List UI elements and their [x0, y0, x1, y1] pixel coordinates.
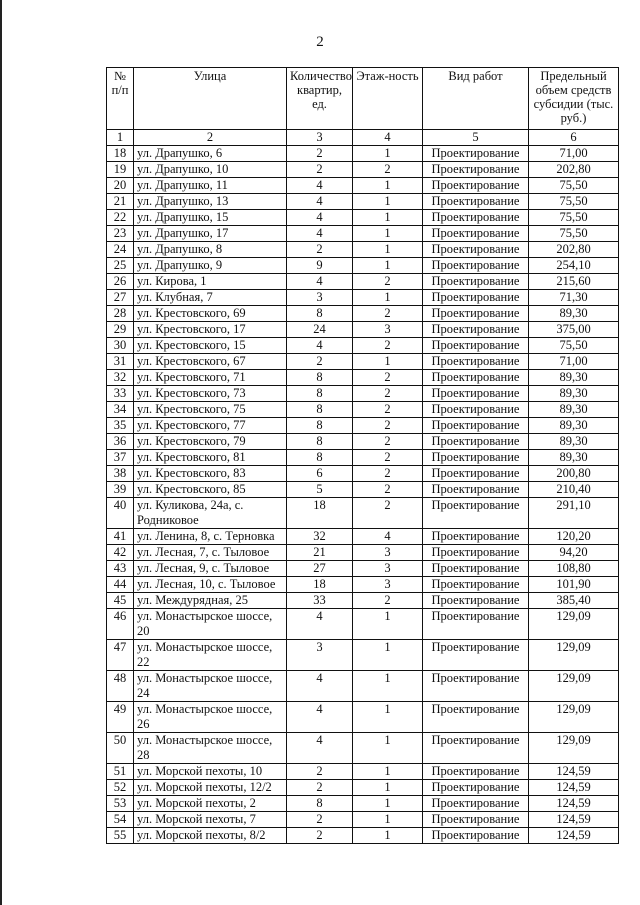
amount-cell: 385,40 [529, 593, 619, 609]
header-street: Улица [134, 68, 287, 130]
table-row [107, 529, 619, 545]
table-row [107, 796, 619, 812]
amount-cell: 75,50 [529, 226, 619, 242]
amount-cell: 120,20 [529, 529, 619, 545]
apartments-cell: 18 [287, 498, 353, 529]
apartments-cell: 33 [287, 593, 353, 609]
work-type-cell: Проектирование [423, 828, 529, 844]
row-number: 37 [107, 450, 134, 466]
floors-cell: 1 [353, 210, 423, 226]
amount-cell: 89,30 [529, 450, 619, 466]
apartments-cell: 8 [287, 370, 353, 386]
row-number: 36 [107, 434, 134, 450]
work-type-cell: Проектирование [423, 671, 529, 702]
row-number: 45 [107, 593, 134, 609]
floors-cell: 2 [353, 370, 423, 386]
amount-cell: 129,09 [529, 733, 619, 764]
work-type-cell: Проектирование [423, 796, 529, 812]
amount-cell: 215,60 [529, 274, 619, 290]
floors-cell: 1 [353, 258, 423, 274]
street-cell: ул. Лесная, 7, с. Тыловое [134, 545, 287, 561]
row-number: 52 [107, 780, 134, 796]
floors-cell: 2 [353, 593, 423, 609]
row-number: 29 [107, 322, 134, 338]
table-row [107, 450, 619, 466]
apartments-cell: 4 [287, 733, 353, 764]
floors-cell: 4 [353, 529, 423, 545]
street-cell: ул. Куликова, 24а, с. Родниковое [134, 498, 287, 529]
apartments-cell: 2 [287, 162, 353, 178]
table-row [107, 545, 619, 561]
work-type-cell: Проектирование [423, 545, 529, 561]
apartments-cell: 8 [287, 418, 353, 434]
row-number: 46 [107, 609, 134, 640]
street-cell: ул. Драпушко, 13 [134, 194, 287, 210]
table-row [107, 210, 619, 226]
row-number: 28 [107, 306, 134, 322]
work-type-cell: Проектирование [423, 418, 529, 434]
work-type-cell: Проектирование [423, 733, 529, 764]
apartments-cell: 8 [287, 386, 353, 402]
floors-cell: 1 [353, 764, 423, 780]
row-number: 21 [107, 194, 134, 210]
amount-cell: 124,59 [529, 780, 619, 796]
floors-cell: 1 [353, 780, 423, 796]
floors-cell: 2 [353, 306, 423, 322]
street-cell: ул. Клубная, 7 [134, 290, 287, 306]
street-cell: ул. Лесная, 10, с. Тыловое [134, 577, 287, 593]
table-row [107, 593, 619, 609]
amount-cell: 108,80 [529, 561, 619, 577]
page-margin-line [0, 0, 2, 905]
page-number: 2 [316, 34, 324, 50]
table-row [107, 402, 619, 418]
work-type-cell: Проектирование [423, 640, 529, 671]
amount-cell: 124,59 [529, 796, 619, 812]
street-cell: ул. Крестовского, 83 [134, 466, 287, 482]
table-row [107, 290, 619, 306]
amount-cell: 89,30 [529, 402, 619, 418]
amount-cell: 200,80 [529, 466, 619, 482]
table-row [107, 764, 619, 780]
apartments-cell: 4 [287, 338, 353, 354]
apartments-cell: 8 [287, 434, 353, 450]
apartments-cell: 2 [287, 146, 353, 162]
row-number: 20 [107, 178, 134, 194]
table-row [107, 338, 619, 354]
floors-cell: 3 [353, 545, 423, 561]
amount-cell: 89,30 [529, 306, 619, 322]
amount-cell: 124,59 [529, 764, 619, 780]
row-number: 26 [107, 274, 134, 290]
floors-cell: 3 [353, 577, 423, 593]
row-number: 47 [107, 640, 134, 671]
table-row [107, 162, 619, 178]
floors-cell: 1 [353, 671, 423, 702]
floors-cell: 3 [353, 561, 423, 577]
table-row [107, 418, 619, 434]
table-body [107, 146, 619, 844]
street-cell: ул. Драпушко, 10 [134, 162, 287, 178]
floors-cell: 2 [353, 402, 423, 418]
amount-cell: 101,90 [529, 577, 619, 593]
apartments-cell: 4 [287, 178, 353, 194]
street-cell: ул. Крестовского, 69 [134, 306, 287, 322]
amount-cell: 89,30 [529, 386, 619, 402]
street-cell: ул. Ленина, 8, с. Терновка [134, 529, 287, 545]
table-row [107, 498, 619, 529]
floors-cell: 2 [353, 162, 423, 178]
apartments-cell: 2 [287, 354, 353, 370]
amount-cell: 202,80 [529, 162, 619, 178]
street-cell: ул. Крестовского, 71 [134, 370, 287, 386]
street-cell: ул. Крестовского, 73 [134, 386, 287, 402]
amount-cell: 75,50 [529, 338, 619, 354]
floors-cell: 2 [353, 274, 423, 290]
table-row [107, 671, 619, 702]
apartments-cell: 4 [287, 702, 353, 733]
work-type-cell: Проектирование [423, 178, 529, 194]
table-row [107, 242, 619, 258]
work-type-cell: Проектирование [423, 338, 529, 354]
floors-cell: 1 [353, 733, 423, 764]
apartments-cell: 5 [287, 482, 353, 498]
floors-cell: 1 [353, 226, 423, 242]
apartments-cell: 4 [287, 671, 353, 702]
table-row [107, 561, 619, 577]
floors-cell: 1 [353, 702, 423, 733]
apartments-cell: 6 [287, 466, 353, 482]
work-type-cell: Проектирование [423, 482, 529, 498]
row-number: 42 [107, 545, 134, 561]
amount-cell: 129,09 [529, 640, 619, 671]
apartments-cell: 8 [287, 796, 353, 812]
floors-cell: 1 [353, 354, 423, 370]
table-row [107, 466, 619, 482]
street-cell: ул. Крестовского, 75 [134, 402, 287, 418]
work-type-cell: Проектирование [423, 354, 529, 370]
table-row [107, 178, 619, 194]
row-number: 31 [107, 354, 134, 370]
street-cell: ул. Лесная, 9, с. Тыловое [134, 561, 287, 577]
work-type-cell: Проектирование [423, 609, 529, 640]
floors-cell: 2 [353, 498, 423, 529]
header-amount: Предельный объем средств субсидии (тыс. руб.) [529, 68, 619, 130]
apartments-cell: 3 [287, 640, 353, 671]
table-row [107, 577, 619, 593]
street-cell: ул. Драпушко, 17 [134, 226, 287, 242]
row-number: 35 [107, 418, 134, 434]
apartments-cell: 9 [287, 258, 353, 274]
row-number: 23 [107, 226, 134, 242]
apartments-cell: 4 [287, 210, 353, 226]
floors-cell: 2 [353, 338, 423, 354]
row-number: 55 [107, 828, 134, 844]
work-type-cell: Проектирование [423, 593, 529, 609]
column-number: 4 [353, 130, 423, 146]
street-cell: ул. Монастырское шоссе, 26 [134, 702, 287, 733]
column-number-row [107, 130, 619, 146]
floors-cell: 2 [353, 482, 423, 498]
floors-cell: 3 [353, 322, 423, 338]
floors-cell: 1 [353, 640, 423, 671]
street-cell: ул. Кирова, 1 [134, 274, 287, 290]
table-row [107, 354, 619, 370]
work-type-cell: Проектирование [423, 466, 529, 482]
apartments-cell: 2 [287, 780, 353, 796]
table-row [107, 609, 619, 640]
street-cell: ул. Монастырское шоссе, 28 [134, 733, 287, 764]
apartments-cell: 4 [287, 609, 353, 640]
table-row [107, 274, 619, 290]
work-type-cell: Проектирование [423, 577, 529, 593]
amount-cell: 254,10 [529, 258, 619, 274]
row-number: 44 [107, 577, 134, 593]
table-row [107, 640, 619, 671]
table-row [107, 733, 619, 764]
work-type-cell: Проектирование [423, 402, 529, 418]
amount-cell: 202,80 [529, 242, 619, 258]
work-type-cell: Проектирование [423, 370, 529, 386]
work-type-cell: Проектирование [423, 194, 529, 210]
table-row [107, 306, 619, 322]
floors-cell: 2 [353, 450, 423, 466]
table-row [107, 258, 619, 274]
apartments-cell: 8 [287, 306, 353, 322]
apartments-cell: 3 [287, 290, 353, 306]
row-number: 49 [107, 702, 134, 733]
amount-cell: 375,00 [529, 322, 619, 338]
table-row [107, 194, 619, 210]
table-row [107, 702, 619, 733]
apartments-cell: 8 [287, 402, 353, 418]
floors-cell: 1 [353, 796, 423, 812]
street-cell: ул. Монастырское шоссе, 20 [134, 609, 287, 640]
row-number: 18 [107, 146, 134, 162]
row-number: 38 [107, 466, 134, 482]
apartments-cell: 4 [287, 274, 353, 290]
apartments-cell: 32 [287, 529, 353, 545]
work-type-cell: Проектирование [423, 322, 529, 338]
work-type-cell: Проектирование [423, 226, 529, 242]
row-number: 25 [107, 258, 134, 274]
amount-cell: 71,30 [529, 290, 619, 306]
work-type-cell: Проектирование [423, 812, 529, 828]
street-cell: ул. Морской пехоты, 10 [134, 764, 287, 780]
row-number: 54 [107, 812, 134, 828]
floors-cell: 1 [353, 242, 423, 258]
row-number: 24 [107, 242, 134, 258]
street-cell: ул. Крестовского, 15 [134, 338, 287, 354]
table-row [107, 828, 619, 844]
apartments-cell: 4 [287, 226, 353, 242]
subsidy-table [106, 67, 619, 844]
work-type-cell: Проектирование [423, 764, 529, 780]
amount-cell: 124,59 [529, 812, 619, 828]
amount-cell: 210,40 [529, 482, 619, 498]
work-type-cell: Проектирование [423, 498, 529, 529]
row-number: 51 [107, 764, 134, 780]
floors-cell: 1 [353, 194, 423, 210]
street-cell: ул. Морской пехоты, 2 [134, 796, 287, 812]
amount-cell: 75,50 [529, 194, 619, 210]
amount-cell: 89,30 [529, 434, 619, 450]
floors-cell: 1 [353, 290, 423, 306]
floors-cell: 2 [353, 418, 423, 434]
work-type-cell: Проектирование [423, 146, 529, 162]
floors-cell: 2 [353, 386, 423, 402]
amount-cell: 129,09 [529, 702, 619, 733]
floors-cell: 2 [353, 434, 423, 450]
table-header-row [107, 68, 619, 130]
amount-cell: 129,09 [529, 609, 619, 640]
work-type-cell: Проектирование [423, 210, 529, 226]
street-cell: ул. Крестовского, 17 [134, 322, 287, 338]
row-number: 32 [107, 370, 134, 386]
table-row [107, 146, 619, 162]
amount-cell: 75,50 [529, 210, 619, 226]
work-type-cell: Проектирование [423, 561, 529, 577]
amount-cell: 124,59 [529, 828, 619, 844]
street-cell: ул. Крестовского, 79 [134, 434, 287, 450]
amount-cell: 291,10 [529, 498, 619, 529]
row-number: 40 [107, 498, 134, 529]
header-work-type: Вид работ [423, 68, 529, 130]
table-row [107, 780, 619, 796]
floors-cell: 1 [353, 146, 423, 162]
street-cell: ул. Крестовского, 77 [134, 418, 287, 434]
street-cell: ул. Драпушко, 6 [134, 146, 287, 162]
table-row [107, 812, 619, 828]
amount-cell: 71,00 [529, 146, 619, 162]
row-number: 43 [107, 561, 134, 577]
apartments-cell: 2 [287, 828, 353, 844]
amount-cell: 89,30 [529, 418, 619, 434]
table-row [107, 386, 619, 402]
apartments-cell: 18 [287, 577, 353, 593]
row-number: 33 [107, 386, 134, 402]
street-cell: ул. Крестовского, 85 [134, 482, 287, 498]
table-row [107, 226, 619, 242]
street-cell: ул. Монастырское шоссе, 22 [134, 640, 287, 671]
street-cell: ул. Крестовского, 81 [134, 450, 287, 466]
street-cell: ул. Драпушко, 8 [134, 242, 287, 258]
header-apartments: Количество квартир, ед. [287, 68, 353, 130]
header-floors: Этаж-ность [353, 68, 423, 130]
floors-cell: 1 [353, 609, 423, 640]
amount-cell: 71,00 [529, 354, 619, 370]
column-number: 3 [287, 130, 353, 146]
amount-cell: 129,09 [529, 671, 619, 702]
street-cell: ул. Морской пехоты, 12/2 [134, 780, 287, 796]
row-number: 27 [107, 290, 134, 306]
row-number: 34 [107, 402, 134, 418]
apartments-cell: 27 [287, 561, 353, 577]
column-number: 6 [529, 130, 619, 146]
row-number: 19 [107, 162, 134, 178]
apartments-cell: 2 [287, 764, 353, 780]
table-row [107, 370, 619, 386]
street-cell: ул. Морской пехоты, 7 [134, 812, 287, 828]
amount-cell: 75,50 [529, 178, 619, 194]
apartments-cell: 4 [287, 194, 353, 210]
table-row [107, 322, 619, 338]
row-number: 39 [107, 482, 134, 498]
street-cell: ул. Крестовского, 67 [134, 354, 287, 370]
row-number: 30 [107, 338, 134, 354]
apartments-cell: 21 [287, 545, 353, 561]
work-type-cell: Проектирование [423, 258, 529, 274]
column-number: 5 [423, 130, 529, 146]
street-cell: ул. Драпушко, 11 [134, 178, 287, 194]
work-type-cell: Проектирование [423, 274, 529, 290]
apartments-cell: 8 [287, 450, 353, 466]
work-type-cell: Проектирование [423, 529, 529, 545]
street-cell: ул. Драпушко, 15 [134, 210, 287, 226]
amount-cell: 89,30 [529, 370, 619, 386]
row-number: 41 [107, 529, 134, 545]
work-type-cell: Проектирование [423, 306, 529, 322]
header-number: № п/п [107, 68, 134, 130]
floors-cell: 1 [353, 812, 423, 828]
street-cell: ул. Драпушко, 9 [134, 258, 287, 274]
table-row [107, 482, 619, 498]
work-type-cell: Проектирование [423, 450, 529, 466]
apartments-cell: 2 [287, 812, 353, 828]
work-type-cell: Проектирование [423, 290, 529, 306]
work-type-cell: Проектирование [423, 434, 529, 450]
apartments-cell: 2 [287, 242, 353, 258]
work-type-cell: Проектирование [423, 162, 529, 178]
work-type-cell: Проектирование [423, 702, 529, 733]
floors-cell: 2 [353, 466, 423, 482]
street-cell: ул. Монастырское шоссе, 24 [134, 671, 287, 702]
table-row [107, 434, 619, 450]
street-cell: ул. Междурядная, 25 [134, 593, 287, 609]
floors-cell: 1 [353, 828, 423, 844]
column-number: 1 [107, 130, 134, 146]
floors-cell: 1 [353, 178, 423, 194]
column-number: 2 [134, 130, 287, 146]
row-number: 48 [107, 671, 134, 702]
street-cell: ул. Морской пехоты, 8/2 [134, 828, 287, 844]
work-type-cell: Проектирование [423, 242, 529, 258]
row-number: 22 [107, 210, 134, 226]
row-number: 53 [107, 796, 134, 812]
row-number: 50 [107, 733, 134, 764]
amount-cell: 94,20 [529, 545, 619, 561]
apartments-cell: 24 [287, 322, 353, 338]
work-type-cell: Проектирование [423, 386, 529, 402]
work-type-cell: Проектирование [423, 780, 529, 796]
